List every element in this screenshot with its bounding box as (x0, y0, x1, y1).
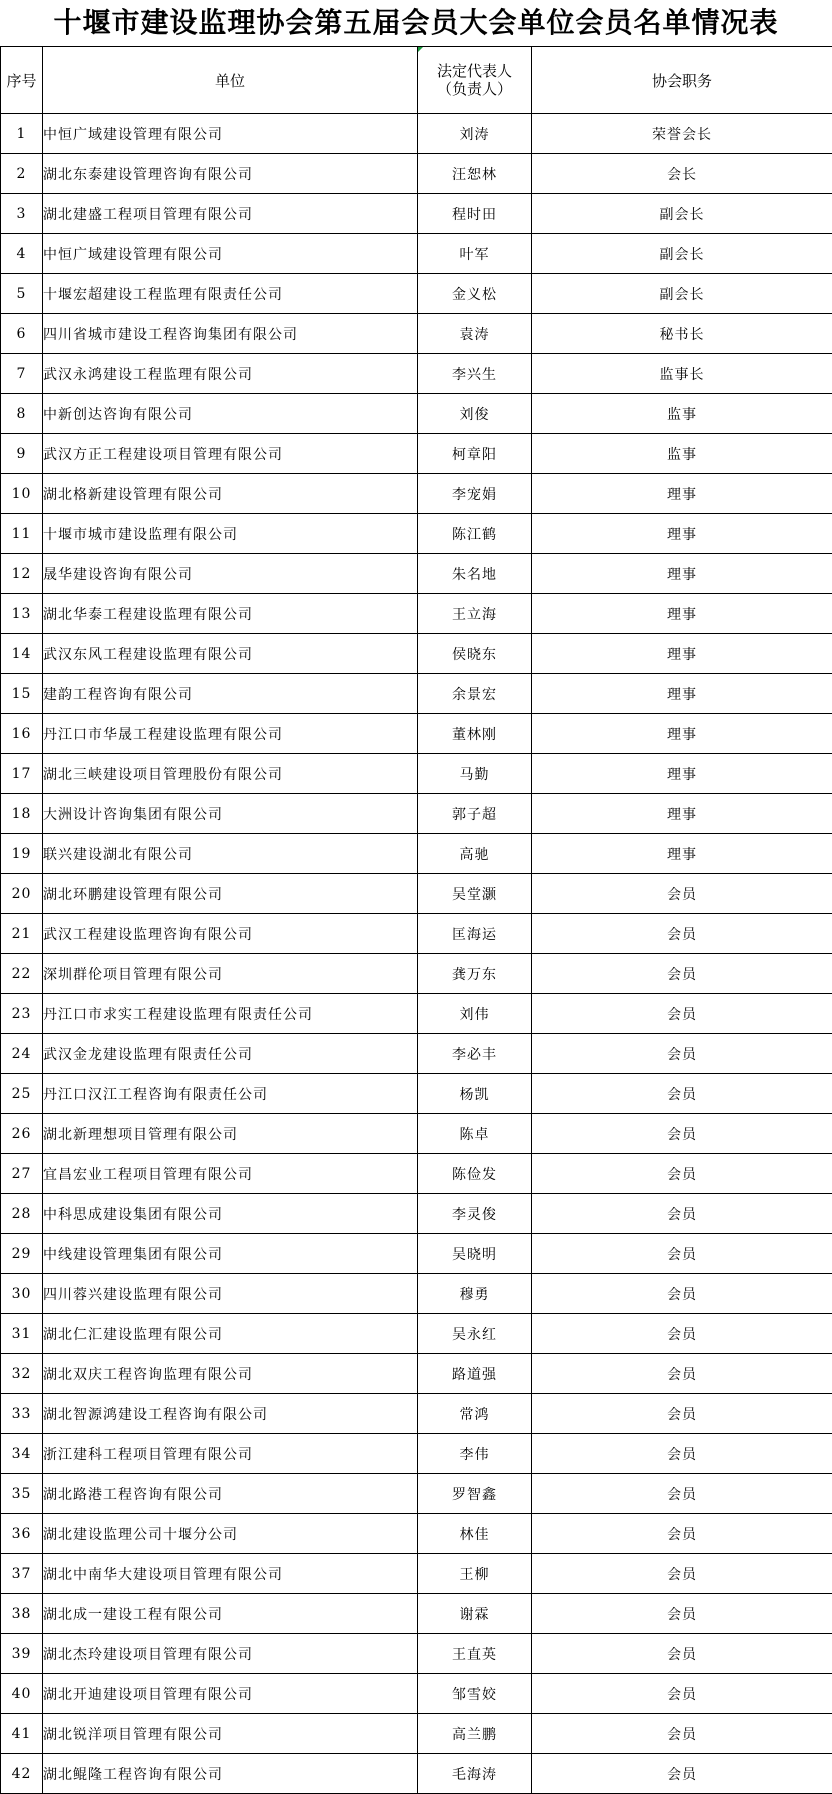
row-number: 33 (1, 1394, 43, 1434)
row-number: 10 (1, 474, 43, 514)
row-number: 25 (1, 1074, 43, 1114)
table-row (1, 394, 832, 434)
row-number: 17 (1, 754, 43, 794)
header-rep-line1: 法定代表人 (436, 62, 512, 80)
row-number: 32 (1, 1354, 43, 1394)
row-number: 24 (1, 1034, 43, 1074)
header-representative (418, 47, 532, 114)
row-number: 15 (1, 674, 43, 714)
row-organization: 湖北三峡建设项目管理股份有限公司 (43, 754, 418, 794)
row-organization: 湖北成一建设工程有限公司 (43, 1594, 418, 1634)
table-row (1, 914, 832, 954)
row-role: 理事 (532, 474, 832, 514)
row-role: 会员 (532, 1474, 832, 1514)
row-role: 理事 (532, 514, 832, 554)
row-role: 会员 (532, 1034, 832, 1074)
row-role: 会员 (532, 1114, 832, 1154)
row-role: 副会长 (532, 234, 832, 274)
row-representative: 侯晓东 (418, 634, 532, 674)
table-row (1, 1394, 832, 1434)
row-representative: 匡海运 (418, 914, 532, 954)
row-organization: 湖北双庆工程咨询监理有限公司 (43, 1354, 418, 1394)
row-representative: 吴晓明 (418, 1234, 532, 1274)
row-role: 副会长 (532, 194, 832, 234)
table-header (1, 47, 832, 114)
row-organization: 中恒广域建设管理有限公司 (43, 114, 418, 154)
row-representative: 陈江鹤 (418, 514, 532, 554)
row-representative: 朱名地 (418, 554, 532, 594)
row-role: 会员 (532, 914, 832, 954)
row-role: 会员 (532, 874, 832, 914)
table-row (1, 634, 832, 674)
row-role: 会员 (532, 994, 832, 1034)
table-row (1, 554, 832, 594)
row-number: 39 (1, 1634, 43, 1674)
table-row (1, 1594, 832, 1634)
row-number: 3 (1, 194, 43, 234)
row-organization: 晟华建设咨询有限公司 (43, 554, 418, 594)
row-representative: 王立海 (418, 594, 532, 634)
page-title: 十堰市建设监理协会第五届会员大会单位会员名单情况表 (53, 6, 779, 39)
table-row (1, 1194, 832, 1234)
row-organization: 中线建设管理集团有限公司 (43, 1234, 418, 1274)
row-representative: 邹雪姣 (418, 1674, 532, 1714)
row-number: 41 (1, 1714, 43, 1754)
table-row (1, 994, 832, 1034)
table-row (1, 1154, 832, 1194)
row-organization: 湖北建盛工程项目管理有限公司 (43, 194, 418, 234)
row-organization: 浙江建科工程项目管理有限公司 (43, 1434, 418, 1474)
row-number: 27 (1, 1154, 43, 1194)
row-role: 荣誉会长 (532, 114, 832, 154)
table-row (1, 1354, 832, 1394)
row-organization: 建韵工程咨询有限公司 (43, 674, 418, 714)
row-role: 监事 (532, 434, 832, 474)
row-representative: 金义松 (418, 274, 532, 314)
row-organization: 武汉永鸿建设工程监理有限公司 (43, 354, 418, 394)
row-representative: 郭子超 (418, 794, 532, 834)
row-organization: 湖北杰玲建设项目管理有限公司 (43, 1634, 418, 1674)
table-row (1, 274, 832, 314)
row-role: 会员 (532, 1074, 832, 1114)
row-number: 20 (1, 874, 43, 914)
row-number: 18 (1, 794, 43, 834)
row-representative: 余景宏 (418, 674, 532, 714)
row-number: 2 (1, 154, 43, 194)
row-organization: 联兴建设湖北有限公司 (43, 834, 418, 874)
row-number: 6 (1, 314, 43, 354)
row-representative: 马勤 (418, 754, 532, 794)
row-organization: 湖北格新建设管理有限公司 (43, 474, 418, 514)
table-row (1, 714, 832, 754)
row-representative: 穆勇 (418, 1274, 532, 1314)
row-organization: 四川省城市建设工程咨询集团有限公司 (43, 314, 418, 354)
table-row (1, 1674, 832, 1714)
table-row (1, 234, 832, 274)
row-number: 31 (1, 1314, 43, 1354)
member-table (0, 46, 832, 1794)
row-number: 34 (1, 1434, 43, 1474)
table-row (1, 314, 832, 354)
row-role: 会员 (532, 1394, 832, 1434)
table-row (1, 1274, 832, 1314)
row-representative: 林佳 (418, 1514, 532, 1554)
table-row (1, 114, 832, 154)
header-no: 序号 (1, 47, 43, 114)
table-row (1, 874, 832, 914)
row-number: 38 (1, 1594, 43, 1634)
row-role: 理事 (532, 754, 832, 794)
row-number: 37 (1, 1554, 43, 1594)
table-row (1, 794, 832, 834)
table-row (1, 514, 832, 554)
row-organization: 四川蓉兴建设监理有限公司 (43, 1274, 418, 1314)
row-role: 理事 (532, 594, 832, 634)
row-number: 29 (1, 1234, 43, 1274)
row-number: 11 (1, 514, 43, 554)
row-organization: 湖北仁汇建设监理有限公司 (43, 1314, 418, 1354)
row-role: 监事长 (532, 354, 832, 394)
table-row (1, 754, 832, 794)
row-representative: 龚万东 (418, 954, 532, 994)
row-representative: 陈俭发 (418, 1154, 532, 1194)
row-representative: 路道强 (418, 1354, 532, 1394)
table-row (1, 1554, 832, 1594)
row-number: 1 (1, 114, 43, 154)
row-representative: 高兰鹏 (418, 1714, 532, 1754)
row-role: 会员 (532, 954, 832, 994)
row-representative: 汪恕林 (418, 154, 532, 194)
row-role: 会员 (532, 1634, 832, 1674)
row-role: 理事 (532, 554, 832, 594)
row-role: 会员 (532, 1314, 832, 1354)
row-representative: 李宠娟 (418, 474, 532, 514)
table-row (1, 1474, 832, 1514)
row-representative: 王柳 (418, 1554, 532, 1594)
row-representative: 柯章阳 (418, 434, 532, 474)
row-role: 秘书长 (532, 314, 832, 354)
row-role: 会员 (532, 1714, 832, 1754)
row-organization: 湖北东泰建设管理咨询有限公司 (43, 154, 418, 194)
row-organization: 武汉金龙建设监理有限责任公司 (43, 1034, 418, 1074)
row-organization: 湖北智源鸿建设工程咨询有限公司 (43, 1394, 418, 1434)
row-number: 36 (1, 1514, 43, 1554)
row-role: 会员 (532, 1754, 832, 1794)
table-body (1, 114, 832, 1794)
cell-comment-marker (418, 47, 423, 52)
row-representative: 吴永红 (418, 1314, 532, 1354)
row-number: 9 (1, 434, 43, 474)
header-org: 单位 (43, 47, 418, 114)
row-role: 会员 (532, 1514, 832, 1554)
header-row (1, 47, 832, 114)
row-role: 会员 (532, 1594, 832, 1634)
row-number: 12 (1, 554, 43, 594)
row-role: 理事 (532, 834, 832, 874)
row-organization: 大洲设计咨询集团有限公司 (43, 794, 418, 834)
row-organization: 湖北建设监理公司十堰分公司 (43, 1514, 418, 1554)
table-row (1, 434, 832, 474)
row-number: 8 (1, 394, 43, 434)
row-organization: 武汉东风工程建设监理有限公司 (43, 634, 418, 674)
row-representative: 李伟 (418, 1434, 532, 1474)
row-role: 监事 (532, 394, 832, 434)
row-number: 35 (1, 1474, 43, 1514)
row-organization: 中科思成建设集团有限公司 (43, 1194, 418, 1234)
row-number: 30 (1, 1274, 43, 1314)
row-representative: 程时田 (418, 194, 532, 234)
row-representative: 袁涛 (418, 314, 532, 354)
row-representative: 常鸿 (418, 1394, 532, 1434)
table-row (1, 1634, 832, 1674)
table-row (1, 1234, 832, 1274)
row-organization: 武汉工程建设监理咨询有限公司 (43, 914, 418, 954)
row-role: 会长 (532, 154, 832, 194)
row-representative: 王直英 (418, 1634, 532, 1674)
row-organization: 湖北路港工程咨询有限公司 (43, 1474, 418, 1514)
table-row (1, 834, 832, 874)
table-row (1, 354, 832, 394)
row-organization: 武汉方正工程建设项目管理有限公司 (43, 434, 418, 474)
row-representative: 刘涛 (418, 114, 532, 154)
row-representative: 董林刚 (418, 714, 532, 754)
row-role: 理事 (532, 674, 832, 714)
table-row (1, 1314, 832, 1354)
header-rep-line2: （负责人） (436, 80, 512, 98)
row-role: 会员 (532, 1674, 832, 1714)
row-organization: 十堰市城市建设监理有限公司 (43, 514, 418, 554)
table-row (1, 1074, 832, 1114)
row-number: 26 (1, 1114, 43, 1154)
row-number: 40 (1, 1674, 43, 1714)
table-row (1, 954, 832, 994)
row-representative: 谢霖 (418, 1594, 532, 1634)
table-row (1, 674, 832, 714)
row-organization: 湖北华泰工程建设监理有限公司 (43, 594, 418, 634)
table-row (1, 1034, 832, 1074)
row-role: 会员 (532, 1434, 832, 1474)
row-number: 21 (1, 914, 43, 954)
row-representative: 陈卓 (418, 1114, 532, 1154)
row-number: 42 (1, 1754, 43, 1794)
row-role: 副会长 (532, 274, 832, 314)
row-role: 会员 (532, 1554, 832, 1594)
row-representative: 刘伟 (418, 994, 532, 1034)
row-organization: 中恒广域建设管理有限公司 (43, 234, 418, 274)
table-row (1, 1114, 832, 1154)
row-number: 22 (1, 954, 43, 994)
row-number: 7 (1, 354, 43, 394)
row-representative: 叶军 (418, 234, 532, 274)
row-organization: 深圳群伦项目管理有限公司 (43, 954, 418, 994)
table-row (1, 1754, 832, 1794)
row-role: 会员 (532, 1154, 832, 1194)
row-number: 4 (1, 234, 43, 274)
row-role: 理事 (532, 794, 832, 834)
table-row (1, 594, 832, 634)
row-representative: 吴堂灏 (418, 874, 532, 914)
row-role: 会员 (532, 1274, 832, 1314)
row-role: 会员 (532, 1234, 832, 1274)
row-organization: 丹江口汉江工程咨询有限责任公司 (43, 1074, 418, 1114)
row-representative: 杨凯 (418, 1074, 532, 1114)
row-role: 会员 (532, 1194, 832, 1234)
row-organization: 湖北新理想项目管理有限公司 (43, 1114, 418, 1154)
row-number: 13 (1, 594, 43, 634)
row-number: 14 (1, 634, 43, 674)
row-organization: 丹江口市华晟工程建设监理有限公司 (43, 714, 418, 754)
row-role: 理事 (532, 634, 832, 674)
table-row (1, 474, 832, 514)
row-organization: 丹江口市求实工程建设监理有限责任公司 (43, 994, 418, 1034)
row-organization: 湖北锐洋项目管理有限公司 (43, 1714, 418, 1754)
row-organization: 宜昌宏业工程项目管理有限公司 (43, 1154, 418, 1194)
row-representative: 罗智鑫 (418, 1474, 532, 1514)
row-number: 16 (1, 714, 43, 754)
table-row (1, 154, 832, 194)
row-representative: 李兴生 (418, 354, 532, 394)
table-row (1, 194, 832, 234)
row-role: 理事 (532, 714, 832, 754)
row-number: 28 (1, 1194, 43, 1234)
row-representative: 毛海涛 (418, 1754, 532, 1794)
row-number: 23 (1, 994, 43, 1034)
row-organization: 湖北开迪建设项目管理有限公司 (43, 1674, 418, 1714)
row-organization: 湖北环鹏建设管理有限公司 (43, 874, 418, 914)
table-row (1, 1514, 832, 1554)
row-role: 会员 (532, 1354, 832, 1394)
row-organization: 湖北鲲隆工程咨询有限公司 (43, 1754, 418, 1794)
row-representative: 李必丰 (418, 1034, 532, 1074)
row-representative: 高驰 (418, 834, 532, 874)
row-organization: 中新创达咨询有限公司 (43, 394, 418, 434)
row-organization: 十堰宏超建设工程监理有限责任公司 (43, 274, 418, 314)
table-row (1, 1714, 832, 1754)
row-number: 5 (1, 274, 43, 314)
row-number: 19 (1, 834, 43, 874)
row-representative: 李灵俊 (418, 1194, 532, 1234)
row-organization: 湖北中南华大建设项目管理有限公司 (43, 1554, 418, 1594)
row-representative: 刘俊 (418, 394, 532, 434)
table-row (1, 1434, 832, 1474)
header-role: 协会职务 (532, 47, 832, 114)
